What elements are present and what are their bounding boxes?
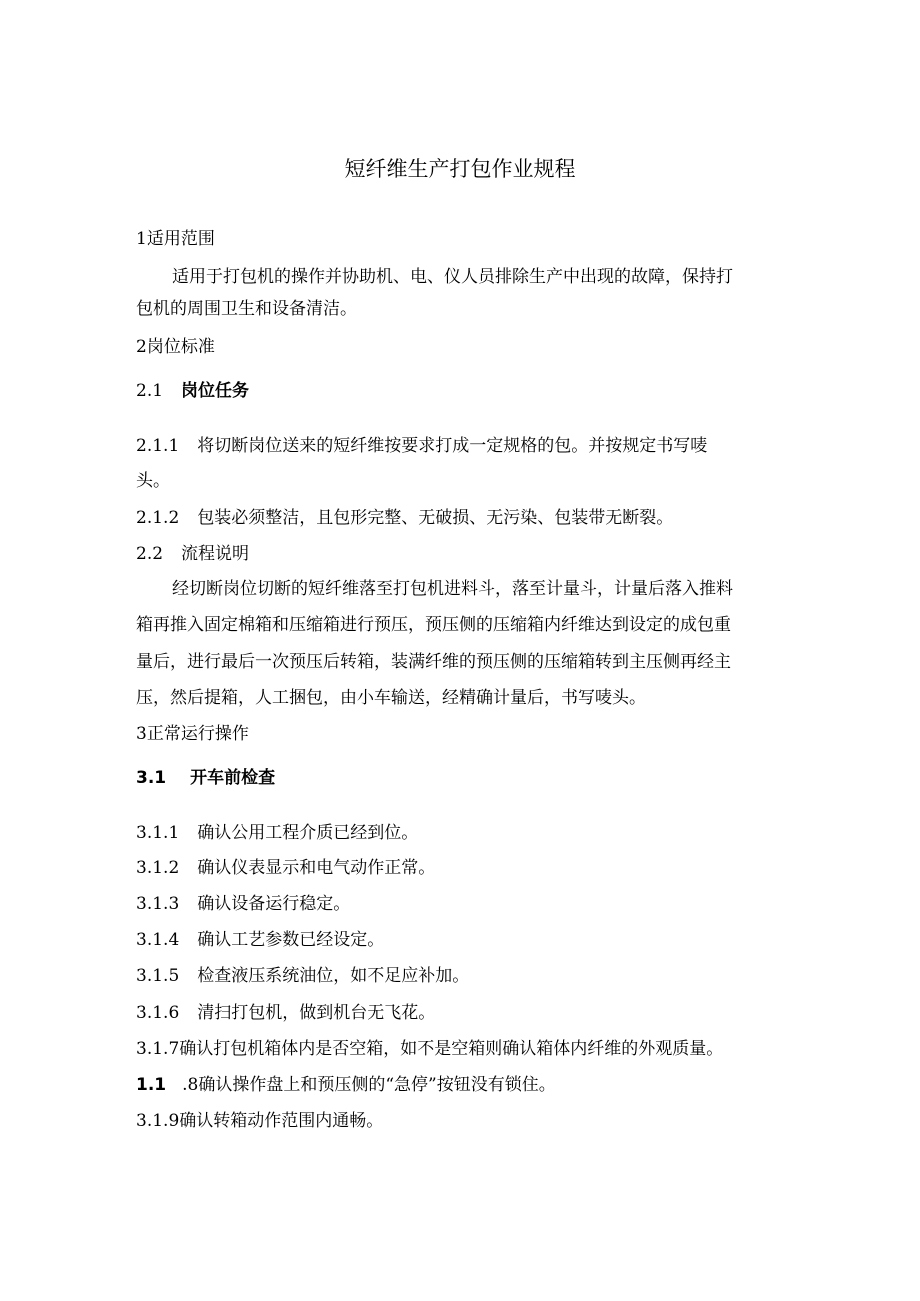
subsection-heading-2-2: [136, 543, 249, 565]
item-text: 确认设备运行稳定。: [197, 894, 351, 914]
paragraph-line: 压，然后提箱，人工捆包，由小车输送，经精确计量后，书写唛头。: [136, 688, 646, 708]
paragraph-line: 箱再推入固定棉箱和压缩箱进行预压，预压侧的压缩箱内纤维达到设定的成包重: [136, 615, 731, 635]
item-number: 3.1.5: [136, 966, 180, 986]
item-text: 确认公用工程介质已经到位。: [197, 823, 419, 843]
list-item: [136, 1002, 435, 1024]
section-heading-2: 2岗位标准: [136, 337, 215, 357]
section-title: 开车前检查: [190, 768, 276, 788]
item-number: 2.1.1: [136, 436, 180, 456]
item-number: 3.1.4: [136, 930, 180, 950]
list-item: 3.1.9确认转箱动作范围内通畅。: [136, 1111, 384, 1131]
item-text: .8确认操作盘上和预压侧的“急停”按钮没有锁住。: [182, 1075, 556, 1095]
item-text: 包装必须整洁，且包形完整、无破损、无污染、包装带无断裂。: [197, 508, 674, 528]
section-number: 2.1: [136, 381, 164, 401]
list-item: [136, 507, 673, 529]
list-item: [136, 965, 469, 987]
paragraph-line: 适用于打包机的操作并协助机、电、仪人员排除生产中出现的故障，保持打: [172, 267, 733, 287]
item-number: 3.1.3: [136, 894, 180, 914]
paragraph-line: 包机的周围卫生和设备清洁。: [136, 299, 357, 319]
item-number: 3.1.2: [136, 858, 180, 878]
section-title: 岗位任务: [181, 381, 250, 401]
list-item: [136, 822, 418, 844]
item-text: 清扫打包机，做到机台无飞花。: [197, 1003, 436, 1023]
page-title: 短纤维生产打包作业规程: [344, 157, 576, 181]
list-item: [136, 1074, 556, 1096]
list-item-continuation: 头。: [136, 471, 170, 491]
subsection-heading-2-1: [136, 380, 249, 402]
list-item: [136, 435, 707, 457]
subsection-heading-3-1: [136, 767, 275, 789]
section-title: 流程说明: [181, 544, 250, 564]
section-number: 3.1: [136, 768, 167, 788]
item-text: 检查液压系统油位，如不足应补加。: [197, 966, 470, 986]
section-heading-1: 1适用范围: [136, 229, 215, 249]
item-number: 3.1.1: [136, 823, 180, 843]
item-number: 1.1: [136, 1075, 167, 1095]
item-text: 将切断岗位送来的短纤维按要求打成一定规格的包。并按规定书写唛: [197, 436, 708, 456]
item-text: 确认仪表显示和电气动作正常。: [197, 858, 436, 878]
list-item: 3.1.7确认打包机箱体内是否空箱，如不是空箱则确认箱体内纤维的外观质量。: [136, 1039, 724, 1059]
list-item: [136, 929, 384, 951]
item-text: 确认工艺参数已经设定。: [197, 930, 385, 950]
list-item: [136, 893, 350, 915]
paragraph-line: 经切断岗位切断的短纤维落至打包机进料斗，落至计量斗，计量后落入推料: [172, 579, 733, 599]
paragraph-line: 量后，进行最后一次预压后转箱，装满纤维的预压侧的压缩箱转到主压侧再经主: [136, 652, 731, 672]
item-number: 2.1.2: [136, 508, 180, 528]
section-heading-3: 3正常运行操作: [136, 724, 249, 744]
list-item: [136, 857, 435, 879]
item-number: 3.1.6: [136, 1003, 180, 1023]
section-number: 2.2: [136, 544, 164, 564]
